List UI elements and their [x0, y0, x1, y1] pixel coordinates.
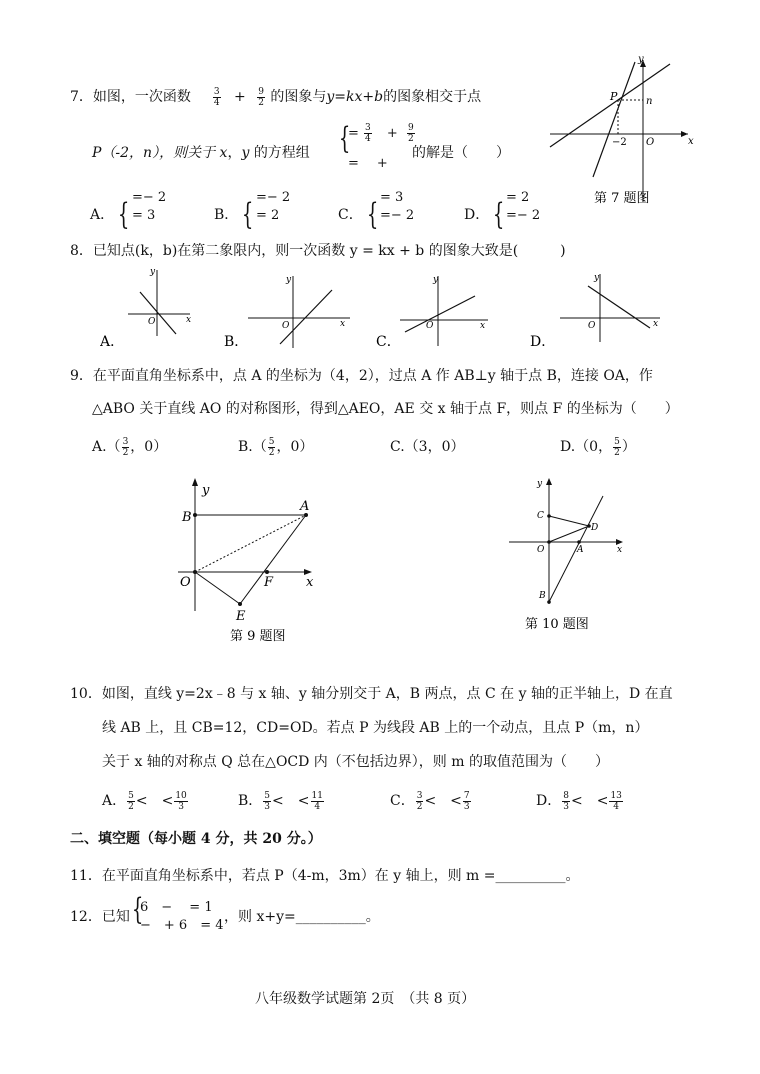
page-footer: 八年级数学试题第 2页 （共 8 页）	[255, 991, 476, 1007]
q7-line-2	[593, 62, 635, 177]
q8-graph-b	[224, 275, 350, 350]
q7-option-d-line1: = 2	[506, 190, 530, 205]
svg-text:x: x	[340, 319, 346, 329]
q12-eq1: 6 − = 1	[140, 900, 213, 915]
svg-text:C．: C．	[376, 334, 401, 350]
q11-text: 11．在平面直角坐标系中，若点 P（4-m，3m）在 y 轴上，则 m =__________。	[70, 868, 580, 884]
q10-line1: 10．如图，直线 y=2x﹣8 与 x 轴、y 轴分别交于 A，B 两点，点 C 在 y 轴的正半轴上，D 在直	[70, 686, 673, 702]
q9-option-a: A.（ $\frac{3}{2}$ ，0）	[92, 436, 168, 458]
q9-point-o	[193, 570, 197, 574]
q7-option-b-line2: = 2	[256, 208, 280, 223]
svg-text:A．: A．	[100, 334, 125, 350]
q7-label-p: P	[610, 90, 618, 103]
q7-label-o: O	[646, 137, 655, 148]
q9-point-e	[238, 602, 242, 606]
q9-point-f	[265, 570, 269, 574]
q7-option-b-line1: =− 2	[256, 190, 291, 205]
q7-label-n: n	[646, 96, 653, 107]
q7-system-row1: = $\frac{3}{4}$ + $\frac{9}{2}$	[348, 123, 414, 144]
svg-text:B．: B．	[224, 334, 249, 350]
q9-label-e: E	[236, 609, 246, 624]
q7-option-a-line2: = 3	[132, 208, 156, 223]
svg-text:x: x	[480, 321, 486, 331]
q10-label-o: O	[537, 545, 545, 555]
q7-line2-tail: 的解是（ ）	[412, 145, 510, 161]
q9-option-c: C.（3，0）	[390, 439, 465, 455]
q10-label-c: C	[537, 511, 544, 521]
q7-option-d-line2: =− 2	[506, 208, 541, 223]
q8-graph-d	[530, 273, 660, 350]
q8-graph-c	[376, 275, 488, 350]
q9-segment-oe	[195, 572, 240, 604]
q9-label-o: O	[180, 575, 191, 590]
q7-system-row2: = +	[348, 156, 388, 171]
svg-text:x: x	[653, 319, 659, 329]
svg-text:O: O	[588, 321, 596, 331]
q10-line-ab	[549, 496, 603, 602]
q10-option-b: B． $\frac{5}{3}$ < < $\frac{11}{4}$	[238, 790, 323, 812]
q12-tail: ，则 x+y=__________。	[224, 909, 380, 925]
q9-label-x: x	[306, 575, 314, 590]
q7-option-c-line1: = 3	[380, 190, 404, 205]
q7-figure	[540, 52, 700, 212]
q10-line3: 关于 x 轴的对称点 Q 总在△OCD 内（不包括边界），则 m 的取值范围为（ ）	[102, 754, 609, 770]
q7-x-arrow	[681, 131, 688, 137]
q10-point-c	[547, 514, 551, 518]
q8-text: 8．已知点(k，b)在第二象限内，则一次函数 y = kx + b 的图象大致是( )	[70, 243, 566, 259]
svg-text:O: O	[426, 321, 434, 331]
q7-label-y: y	[638, 54, 644, 65]
q9-option-b: B.（ $\frac{5}{2}$ ，0）	[238, 436, 314, 458]
q10-option-a: A． $\frac{5}{2}$ < < $\frac{10}{3}$	[102, 790, 187, 812]
q7-line2: P（-2，n），则关于 x，y 的方程组	[92, 145, 310, 161]
q10-line2: 线 AB 上，且 CB=12，CD=OD。若点 P 为线段 AB 上的一个动点，且点 P（m，n）	[102, 720, 649, 736]
q9-label-f: F	[264, 575, 274, 590]
q9-line2: △ABO 关于直线 AO 的对称图形，得到△AEO，AE 交 x 轴于点 F，则点 F 的坐标为（ ）	[92, 401, 679, 417]
q10-caption: 第 10 题图	[525, 617, 589, 632]
q8-graph-a	[100, 267, 191, 350]
svg-text:y: y	[433, 275, 439, 285]
svg-text:O: O	[282, 321, 290, 331]
section2-title: 二、填空题（每小题 4 分，共 20 分。）	[70, 831, 322, 847]
q7-caption: 第 7 题图	[594, 191, 650, 206]
q10-point-a	[577, 540, 581, 544]
q7-option-a: A． {	[90, 197, 130, 232]
q10-y-arrow	[546, 478, 552, 485]
q10-point-b	[547, 600, 551, 604]
q8-graphs	[100, 262, 680, 352]
q9-option-d: D.（0， $\frac{5}{2}$ ）	[560, 436, 636, 458]
q10-point-o	[547, 540, 551, 544]
svg-text:y: y	[594, 273, 600, 283]
q10-segment-od	[549, 526, 589, 542]
q10-segment-cd	[549, 516, 589, 526]
q12-brace: {	[131, 892, 144, 927]
q9-label-a: A	[300, 499, 310, 514]
q7-option-b: B． {	[214, 197, 254, 232]
q10-label-x: x	[617, 545, 623, 555]
q12-text: 12．已知	[70, 909, 130, 925]
svg-text:y: y	[286, 275, 292, 285]
q10-figure	[505, 474, 635, 636]
q10-option-d: D． $\frac{8}{3}$ < < $\frac{13}{4}$	[536, 790, 622, 812]
q9-label-b: B	[182, 510, 192, 525]
q7-system: {	[338, 121, 351, 156]
q7-options	[90, 190, 570, 232]
q9-label-y: y	[202, 483, 210, 498]
q9-figure	[170, 476, 330, 646]
q7-option-c: C． {	[338, 197, 378, 232]
q7-label-neg2: −2	[612, 137, 627, 148]
q12-eq2: − + 6 = 4	[140, 918, 224, 933]
q7-option-d: D． {	[464, 197, 505, 232]
q9-caption: 第 9 题图	[230, 629, 286, 644]
q9-segment-oa	[195, 515, 306, 572]
q10-label-b: B	[539, 591, 546, 601]
q9-point-b	[193, 513, 197, 517]
svg-text:x: x	[186, 315, 192, 325]
q10-label-d: D	[591, 523, 599, 533]
q9-y-arrow	[192, 478, 198, 486]
q10-option-c: C． $\frac{3}{2}$ < < $\frac{7}{3}$	[390, 790, 470, 812]
svg-text:y: y	[150, 267, 156, 277]
q9-line1: 9．在平面直角坐标系中，点 A 的坐标为（4，2），过点 A 作 AB⊥y 轴于点 B，连接 OA，作	[70, 368, 653, 384]
q10-label-y: y	[537, 479, 543, 489]
q7-line1: 7．如图，一次函数 $\frac{3}{4}$ + $\frac{9}{2}$ 的图象与y=kx+b的图象相交于点	[70, 86, 482, 108]
q7-option-c-line2: =− 2	[380, 208, 415, 223]
svg-text:D．: D．	[530, 334, 556, 350]
q7-label-x: x	[688, 136, 694, 147]
q7-option-a-line1: =− 2	[132, 190, 167, 205]
svg-text:O: O	[148, 317, 156, 327]
q9-segment-ea	[240, 515, 306, 604]
q10-label-a: A	[577, 545, 584, 555]
